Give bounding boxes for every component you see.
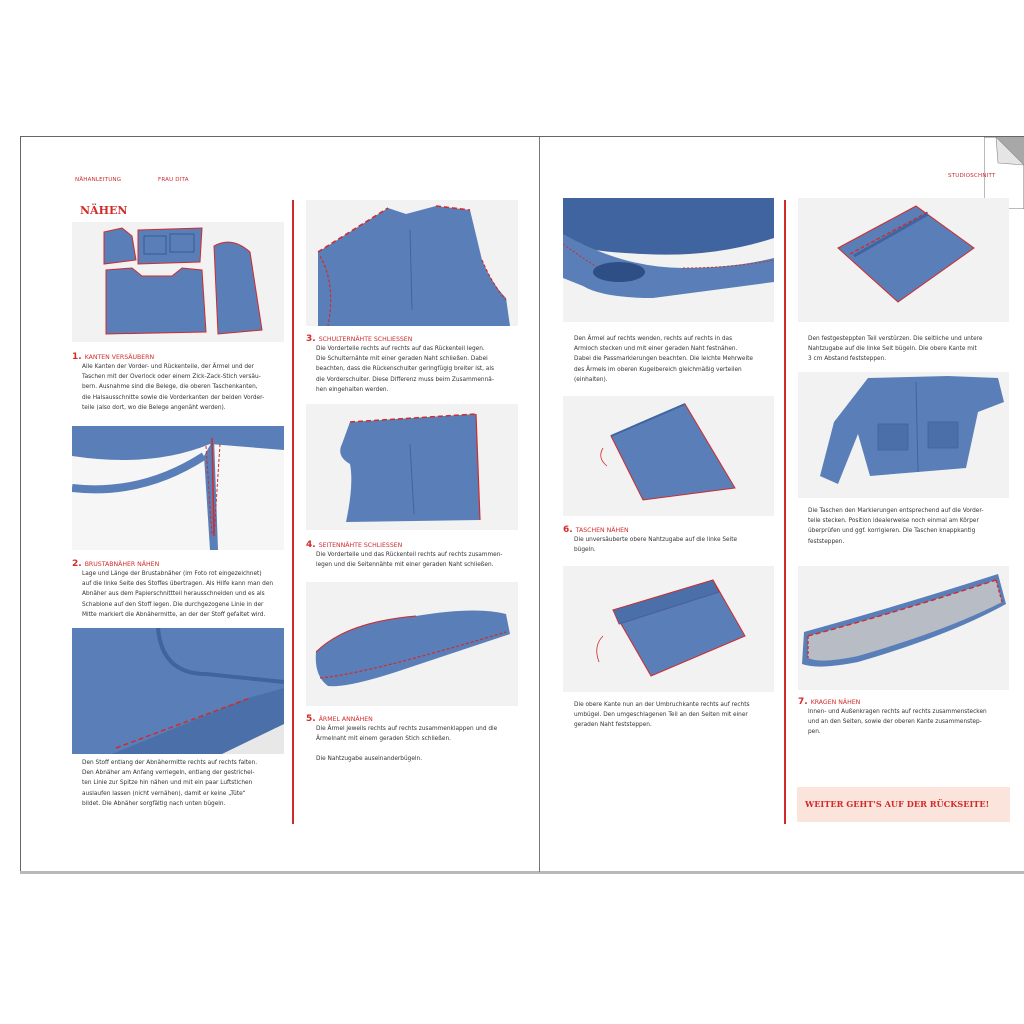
step-title: SEITENNÄHTE SCHLIESSEN (318, 542, 403, 549)
pocket-fold-text (574, 700, 779, 731)
text-line: hen eingehalten werden. (316, 386, 389, 393)
text-line: Ärmelnaht mit einem geraden Stich schließen. (316, 736, 451, 743)
text-line: Die Vorderteile rechts auf rechts auf das Rückenteil legen. (316, 346, 485, 352)
text-line: Schablone auf den Stoff legen. Die durchgezogene Linie in der (82, 601, 264, 608)
text-line: Den Ärmel auf rechts wenden, rechts auf rechts in das (574, 336, 733, 342)
text-line: teile (also dort, wo die Belege angenäht werden). (82, 404, 226, 411)
photo-side-seams (306, 404, 518, 530)
text-line: Die Schulternähte mit einer geraden Naht schließen. Dabei (316, 356, 488, 363)
header-guide-label: NÄHANLEITUNG (75, 177, 122, 183)
text-line: Die Nahtzugabe auseinanderbügeln. (316, 756, 423, 763)
header-name: FRAU DITA (158, 177, 189, 183)
text-line: Den Stoff entlang der Abnähermitte rechts auf rechts falten. (82, 760, 258, 766)
pocket-place-text (808, 506, 1013, 547)
text-line: Die Vorderteile und das Rückenteil rechts auf rechts zusammen- (316, 552, 503, 558)
step-5-text (316, 724, 526, 765)
step-number: 3. (306, 334, 316, 344)
step-2-heading (72, 559, 159, 569)
step-title: TASCHEN NÄHEN (575, 527, 629, 534)
text-line: (einhalten). (574, 376, 608, 383)
sleeve-attach-text (574, 334, 779, 385)
text-line: Taschen mit der Overlock oder einem Zick-Zack-Stich versäu- (82, 374, 261, 381)
photo-jacket-pockets (798, 372, 1009, 498)
text-line: die Halsausschnitte sowie die Vorderkanten der beiden Vorder- (82, 394, 265, 401)
text-line: umbügel. Den umgeschlagenen Teil an den Seiten mit einer (574, 712, 748, 719)
step-5-heading (306, 714, 373, 724)
pocket-turn-text (808, 334, 1013, 365)
step-title: BRUSTABNÄHER NÄHEN (84, 561, 160, 568)
spread-shadow (20, 871, 1024, 874)
text-line (316, 744, 526, 754)
step-number: 1. (72, 352, 82, 362)
step-6-text (574, 535, 779, 555)
step-4-heading (306, 540, 402, 550)
dart-finish-text (82, 758, 287, 809)
text-line: bildet. Die Abnäher sorgfältig nach unten bügeln. (82, 800, 226, 807)
step-number: 2. (72, 559, 82, 569)
header-brand: STUDIOSCHNITT (948, 173, 996, 179)
photo-collar (798, 566, 1009, 690)
text-line: und an den Seiten, sowie der oberen Kante zusammenstep- (808, 719, 982, 726)
photo-dart-sewing (72, 628, 284, 754)
text-line: Alle Kanten der Vorder- und Rückenteile, der Ärmel und der (82, 364, 254, 370)
text-line: Innen- und Außenkragen rechts auf rechts zusammenstecken (808, 709, 987, 715)
text-line: Die unversäuberte obere Nahtzugabe auf die linke Seite (574, 537, 738, 543)
column-divider (292, 200, 294, 824)
step-title: SCHULTERNÄHTE SCHLIESSEN (318, 336, 413, 343)
text-line: feststeppen. (808, 538, 845, 545)
step-title: ÄRMEL ANNÄHEN (318, 716, 373, 723)
text-line: Die Taschen den Markierungen entsprechend auf die Vorder- (808, 508, 984, 514)
continue-banner-text: WEITER GEHT'S AUF DER RÜCKSEITE! (805, 799, 990, 809)
text-line: Mitte markiert die Abnähermitte, an der der Stoff gefaltet wird. (82, 611, 266, 618)
text-line: überprüfen und ggf. korrigieren. Die Taschen knappkantig (808, 528, 976, 535)
text-line: Lage und Länge der Brustabnäher (im Foto rot eingezeichnet) (82, 571, 262, 577)
step-4-text (316, 550, 526, 570)
text-line: bügeln. (574, 547, 596, 554)
photo-sleeve-attach (563, 198, 774, 322)
step-6-heading (563, 525, 629, 535)
step-number: 5. (306, 714, 316, 724)
text-line: Die obere Kante nun an der Umbruchkante rechts auf rechts (574, 702, 750, 708)
text-line: des Ärmels im oberen Kugelbereich gleichmäßig verteilen (574, 366, 742, 373)
text-line: 3 cm Abstand feststeppen. (808, 356, 887, 363)
text-line: ten Linie zur Spitze hin nähen und mit ein paar Luftstichen (82, 780, 253, 787)
text-line: bern. Ausnahme sind die Belege, die oberen Taschenkanten, (82, 384, 258, 391)
text-line: pen. (808, 729, 821, 736)
text-line: auslaufen lassen (nicht vernähen), damit er keine „Tüte“ (82, 790, 246, 797)
step-2-text (82, 569, 287, 620)
section-title: NÄHEN (80, 204, 128, 217)
text-line: Den Abnäher am Anfang verriegeln, entlang der gestrichel- (82, 770, 255, 777)
photo-pocket-turn (798, 198, 1009, 322)
photo-pattern-pieces (72, 222, 284, 342)
continue-banner (797, 787, 1010, 822)
step-3-text (316, 344, 526, 395)
step-3-heading (306, 334, 412, 344)
text-line: geraden Naht feststeppen. (574, 722, 652, 729)
photo-pocket-fold (563, 566, 774, 692)
text-line: legen und die Seitennähte mit einer geraden Naht schließen. (316, 562, 494, 569)
step-title: KRAGEN NÄHEN (810, 699, 861, 706)
spine-line (539, 137, 540, 872)
text-line: Die Ärmel jeweils rechts auf rechts zusammenklappen und die (316, 726, 498, 732)
step-number: 6. (563, 525, 573, 535)
step-number: 7. (798, 697, 808, 707)
photo-dart-marking (72, 426, 284, 550)
text-line: beachten, dass die Rückenschulter geringfügig breiter ist, als (316, 366, 494, 373)
text-line: Abnäher aus dem Papierschnittteil herausschneiden und es als (82, 591, 265, 598)
text-line: Nahtzugabe auf die linke Seit bügeln. Die obere Kante mit (808, 346, 977, 353)
step-number: 4. (306, 540, 316, 550)
text-line: Den festgesteppten Teil verstürzen. Die seitliche und untere (808, 336, 983, 342)
text-line: teile stecken. Position idealerweise noch einmal am Körper (808, 518, 979, 525)
step-1-heading (72, 352, 154, 362)
text-line: Armloch stecken und mit einer geraden Naht festnähen. (574, 346, 738, 353)
text-line: Dabei die Passmarkierungen beachten. Die leichte Mehrweite (574, 356, 753, 363)
column-divider (784, 200, 786, 824)
text-line: die Vorderschulter. Diese Differenz muss beim Zusammennä- (316, 376, 494, 383)
photo-shoulder-seams (306, 200, 518, 326)
photo-pocket-piece (563, 396, 774, 516)
photo-sleeve (306, 582, 518, 706)
step-title: KANTEN VERSÄUBERN (84, 354, 155, 361)
step-1-text (82, 362, 287, 413)
step-7-heading (798, 697, 860, 707)
step-7-text (808, 707, 1013, 738)
text-line: auf die linke Seite des Stoffes übertragen. Als Hilfe kann man den (82, 581, 274, 588)
